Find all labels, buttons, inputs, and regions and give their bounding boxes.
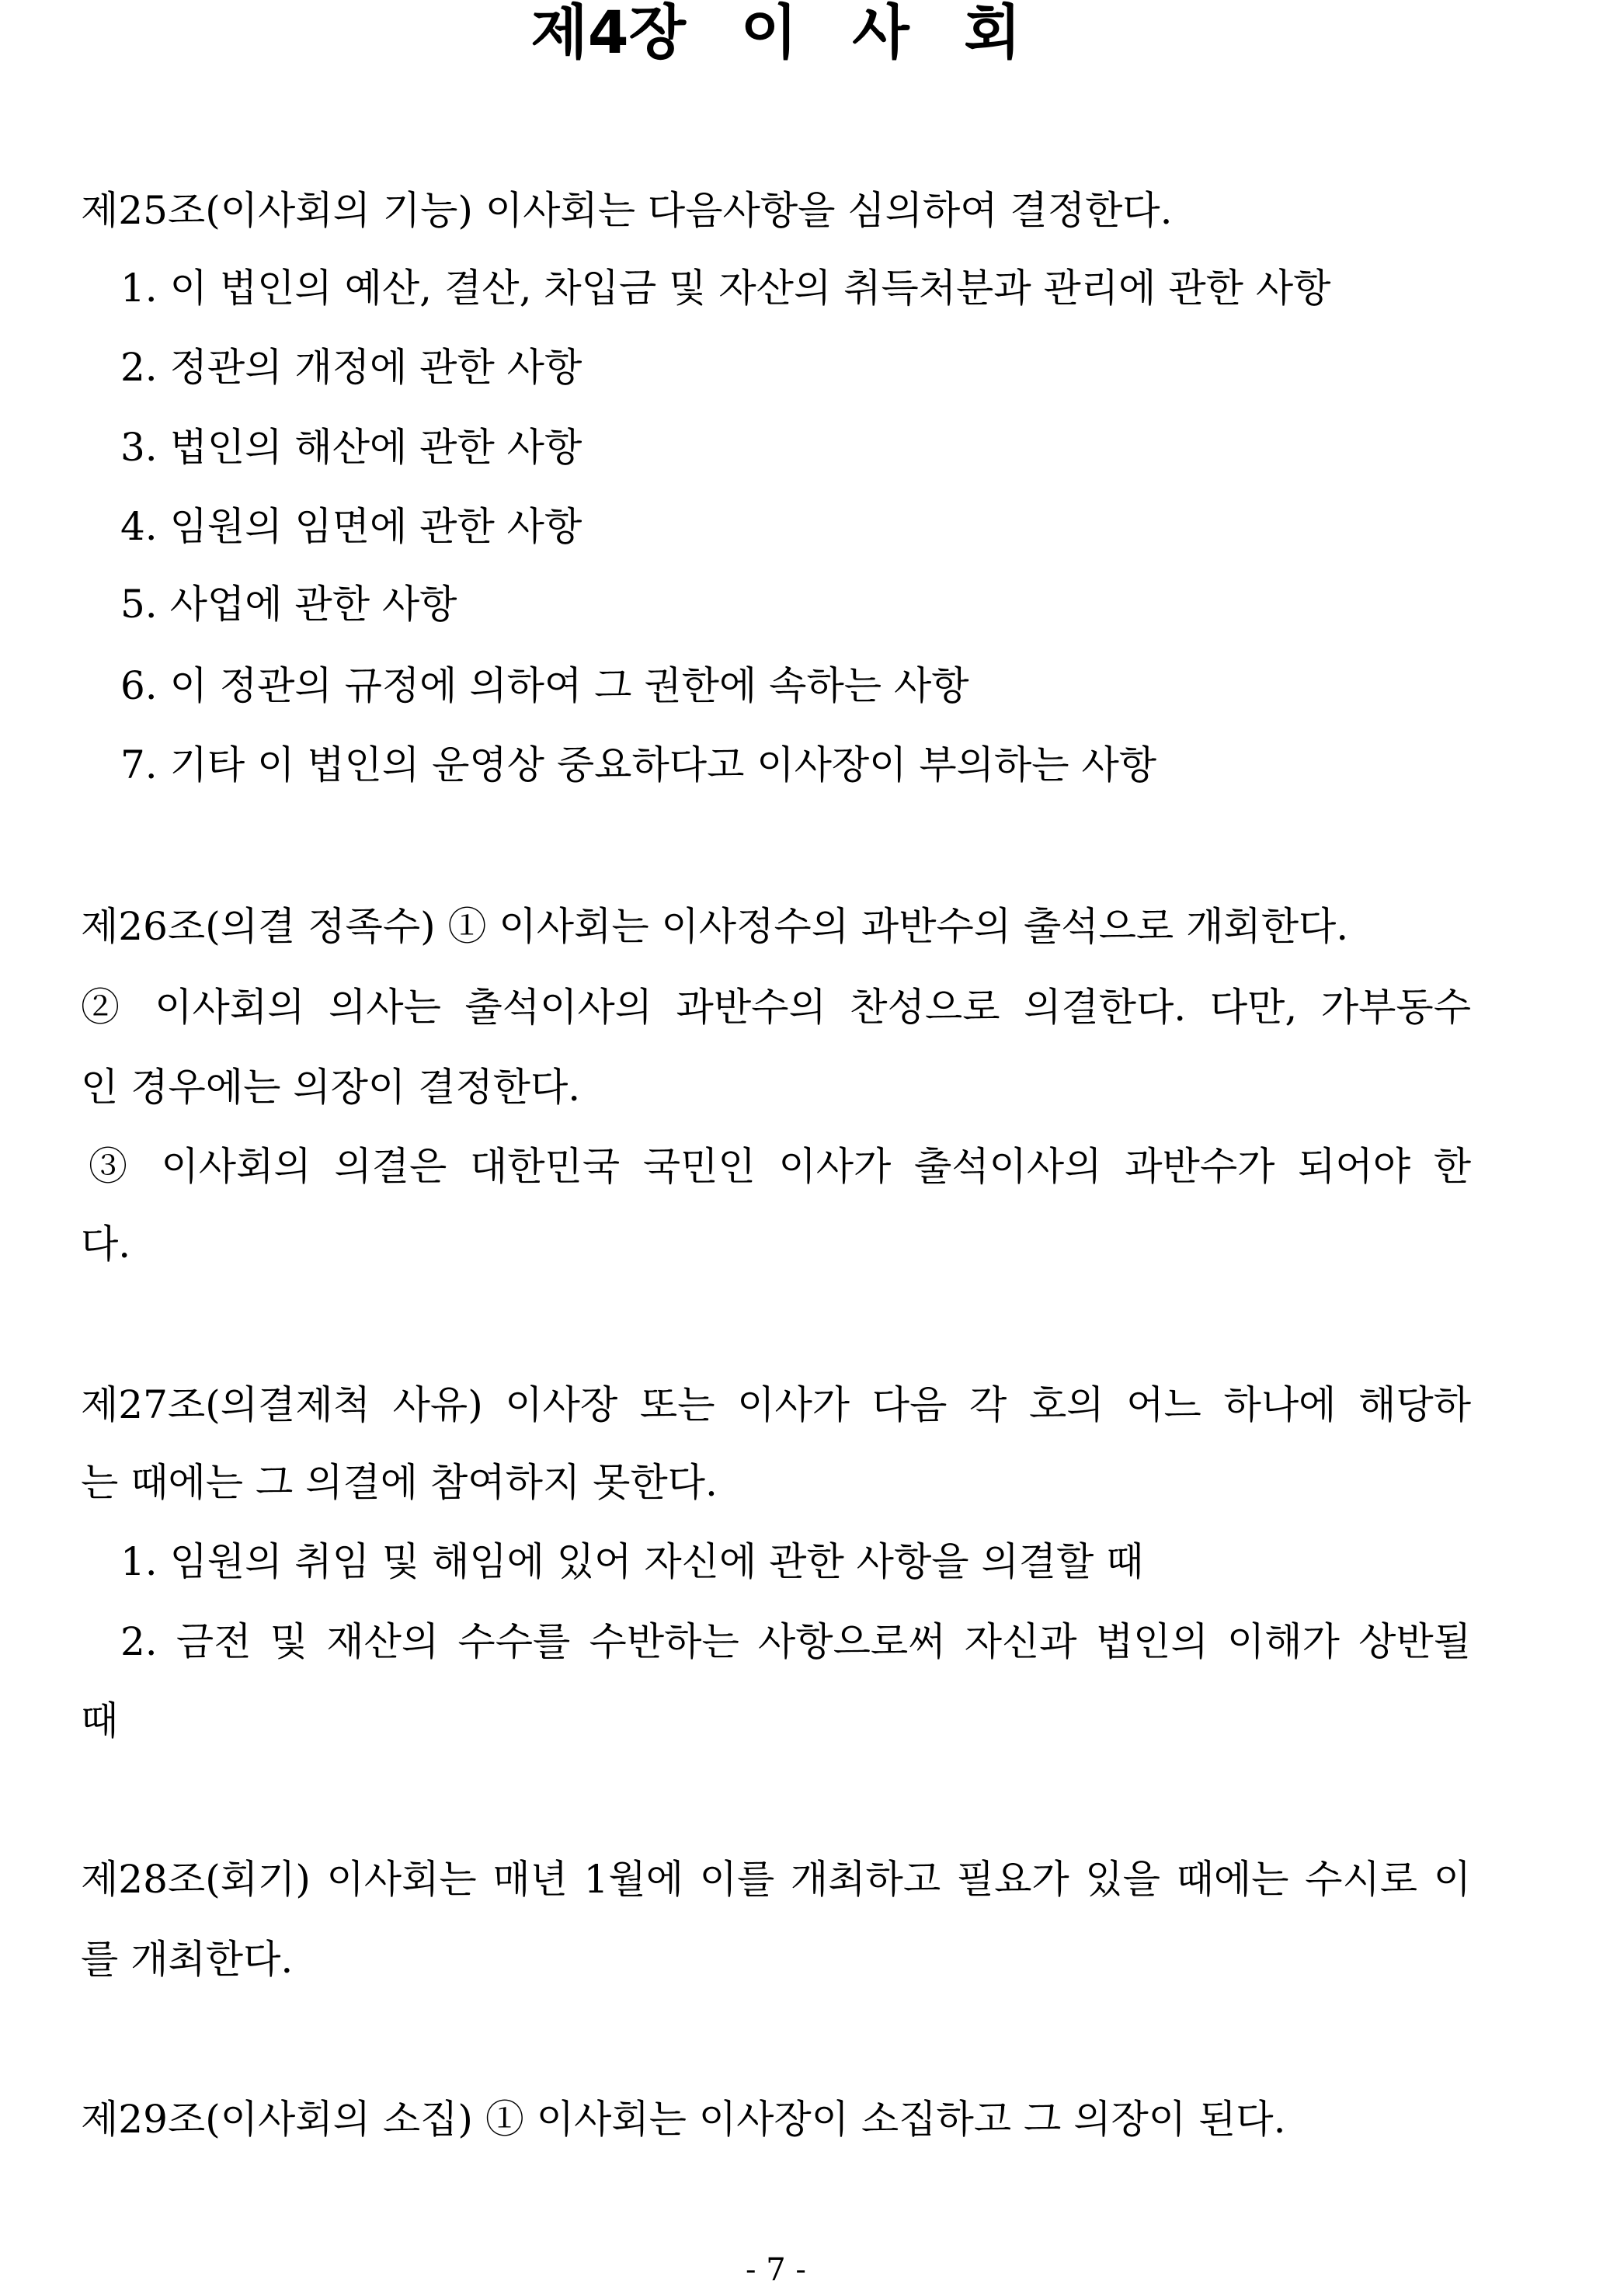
article-25-item-3: 3. 법인의 해산에 관한 사항 [120,425,582,470]
article-27-item-2-line-2: 때 [81,1698,119,1743]
article-26-paragraph-2-line-1: ② 이사회의 의사는 출석이사의 과반수의 찬성으로 의결한다. 다만, 가부동수 [81,985,1471,1030]
chapter-title: 제4장 이 사 회 [530,0,1021,67]
article-27-heading-line-2: 는 때에는 그 의결에 참여하지 못한다. [81,1460,718,1505]
article-25-item-1: 1. 이 법인의 예산, 결산, 차입금 및 자산의 취득처분과 관리에 관한 사항 [120,266,1331,311]
article-28-heading-line-2: 를 개최한다. [81,1937,294,1982]
article-25-item-7: 7. 기타 이 법인의 운영상 중요하다고 이사장이 부의하는 사항 [120,742,1157,787]
article-26-paragraph-3-line-2: 다. [81,1222,131,1267]
article-25-item-2: 2. 정관의 개정에 관한 사항 [120,345,582,390]
article-28-heading-line-1: 제28조(회기) 이사회는 매년 1월에 이를 개최하고 필요가 있을 때에는 수시로 이 [81,1857,1471,1902]
article-25-item-5: 5. 사업에 관한 사항 [120,582,457,627]
article-25-item-6: 6. 이 정관의 규정에 의하여 그 권한에 속하는 사항 [120,663,969,708]
article-26-paragraph-2-line-2: 인 경우에는 의장이 결정한다. [81,1065,581,1110]
page-number: - 7 - [746,2252,806,2288]
article-29-heading: 제29조(이사회의 소집) ① 이사회는 이사장이 소집하고 그 의장이 된다. [81,2097,1286,2142]
article-25-item-4: 4. 임원의 임면에 관한 사항 [120,504,582,549]
article-27-item-1: 1. 임원의 취임 및 해임에 있어 자신에 관한 사항을 의결할 때 [120,1539,1144,1584]
article-25-heading: 제25조(이사회의 기능) 이사회는 다음사항을 심의하여 결정한다. [81,188,1173,233]
article-26-paragraph-3-line-1: ③ 이사회의 의결은 대한민국 국민인 이사가 출석이사의 과반수가 되어야 한 [89,1144,1471,1189]
article-27-heading-line-1: 제27조(의결제척 사유) 이사장 또는 이사가 다음 각 호의 어느 하나에 해당하 [81,1382,1471,1427]
article-27-item-2-line-1: 2. 금전 및 재산의 수수를 수반하는 사항으로써 자신과 법인의 이해가 상반될 [120,1619,1471,1664]
article-26-heading: 제26조(의결 정족수) ① 이사회는 이사정수의 과반수의 출석으로 개회한다. [81,904,1349,949]
